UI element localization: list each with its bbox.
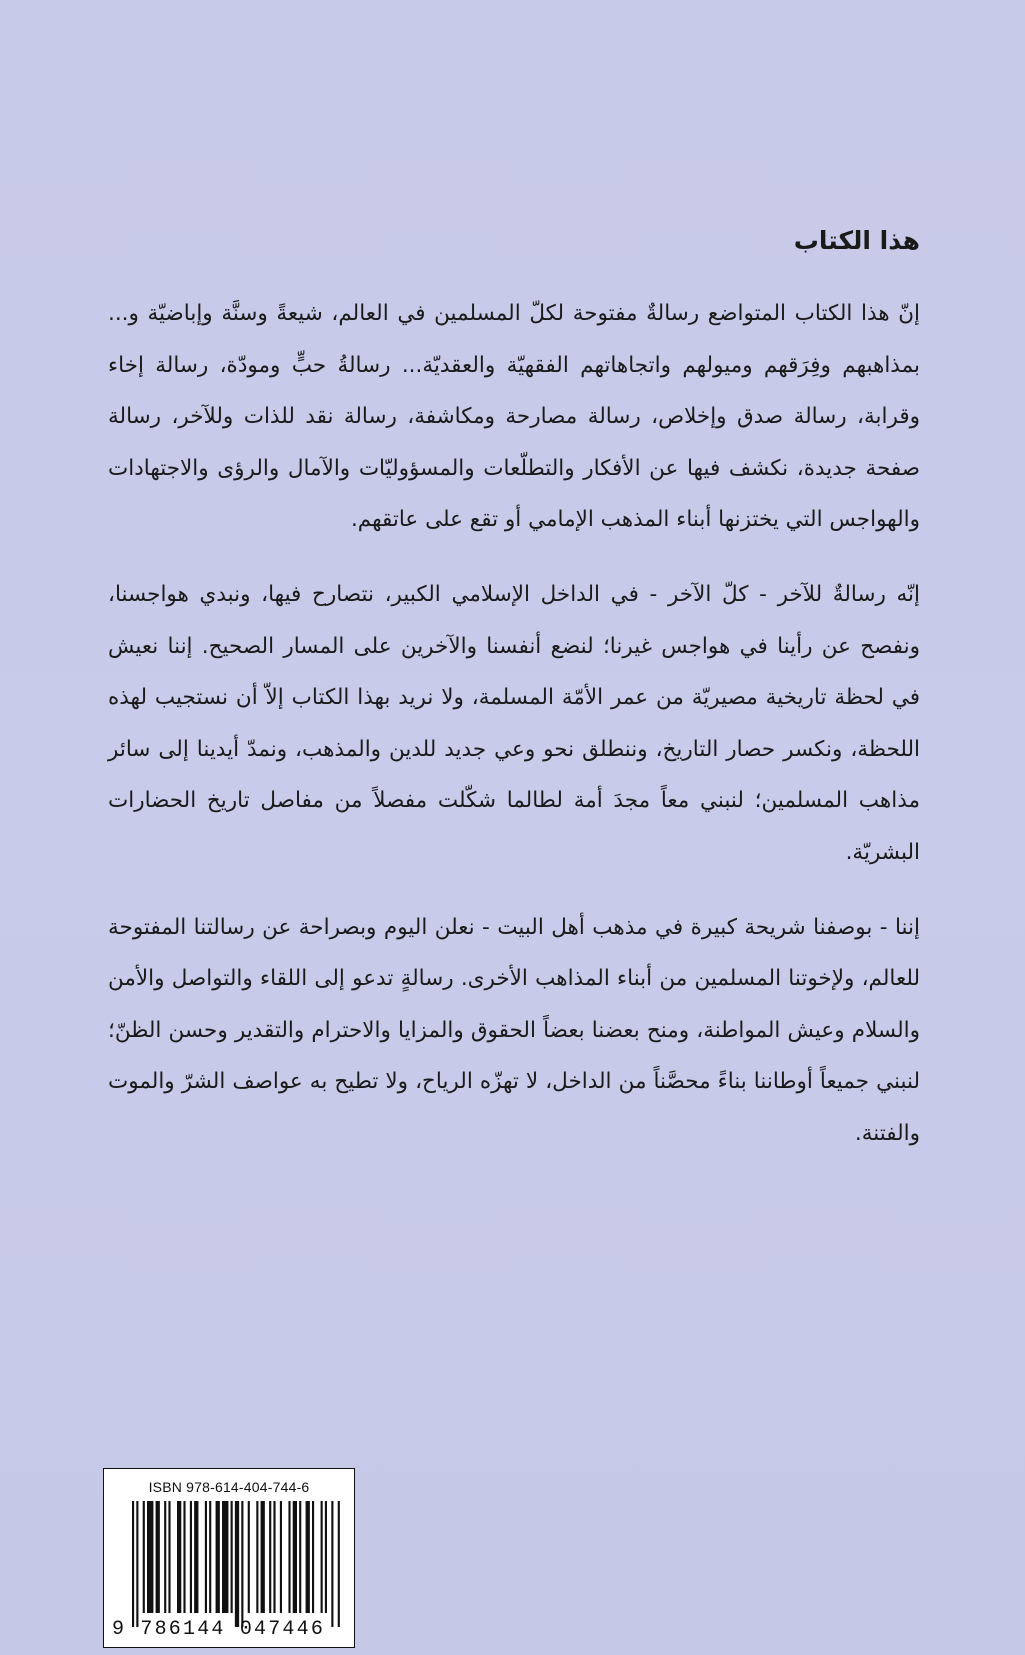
barcode-bar [147,1501,153,1613]
barcode-bar [325,1501,327,1613]
barcode-bar [136,1501,138,1627]
barcode-bar [209,1501,211,1613]
barcode-bar [132,1501,134,1627]
barcode-bar [331,1501,333,1627]
barcode-bar [194,1501,198,1613]
isbn-label: ISBN 978-614-404-744-6 [148,1479,310,1495]
blurb-heading: هذا الكتاب [793,226,920,255]
barcode-bar [248,1501,250,1613]
barcode-bar [293,1501,297,1613]
blurb-paragraph-1: إنّ هذا الكتاب المتواضع رسالةٌ مفتوحة لكلّ المسلمين في العالم، شيعةً وسنَّة وإباضيّة و... بمذاهبهم وفِرَقهم وميولهم واتجاهاتهم الفقهيّة والعقديّة... رسالةُ حبٍّ ومودّة، رسالة إخاء وقرابة، رسالة صدق وإخلاص، رسالة مصارحة ومكاشفة، رسالة نقد للذات وللآخر، رسالة صفحة جديدة، نكشف فيها عن الأفكار والتطلّعات والمسؤوليّات والآمال والرؤى والاجتهادات والهواجس التي يختزنها أبناء المذهب الإمامي أو تقع على عاتقهم. [108,301,920,533]
barcode-bar [256,1501,258,1613]
barcode-bar [269,1501,271,1613]
barcode-bar [235,1501,239,1627]
barcode-bar [231,1501,233,1613]
blurb-paragraph-2: إنّه رسالةٌ للآخر - كلّ الآخر - في الداخل الإسلامي الكبير، نتصارح فيها، ونبدي هواجسنا، ونفصح عن رأينا في هواجس غيرنا؛ لنضع أنفسنا والآخرين على المسار الصحيح. إننا نعيش في لحظة تاريخية مصيريّة من عمر الأمّة المسلمة، ولا نريد بهذا الكتاب إلاّ أن نستجيب لهذه اللحظة، ونكسر حصار التاريخ، وننطلق نحو وعي جديد للدين والمذهب، ونمدّ أيدينا إلى سائر مذاهب المسلمين؛ لنبني معاً مجدَ أمة لطالما شكّلت مفصلاً من مفاصل تاريخ الحضارات البشريّة. [108,581,920,865]
blurb-text-block [108,222,920,1183]
barcode-bar [164,1501,166,1613]
barcode-bars-graphic [132,1501,342,1627]
barcode-bar [261,1501,265,1613]
barcode-bar [168,1501,170,1613]
isbn-barcode [103,1468,355,1648]
blurb-paragraph-3: إننا - بوصفنا شريحة كبيرة في مذهب أهل البيت - نعلن اليوم وبصراحة عن رسالتنا المفتوحة للعالم، ولإخوتنا المسلمين من أبناء المذاهب الأخرى. رسالةٍ تدعو إلى اللقاء والتواصل والأمن والسلام وعيش المواطنة، ومنح بعضنا بعضاً الحقوق والمزايا والاحترام والتقدير وحسن الظنّ؛ لنبني جميعاً أوطاننا بناءً محصَّناً من الداخل، لا تهزّه الرياح، ولا تطيح به عواصف الشرّ والموت والفتنة. [108,914,920,1146]
barcode-bar [312,1501,314,1613]
barcode-bar [205,1501,207,1613]
barcode-bar [222,1501,228,1613]
barcode-bar [183,1501,185,1613]
barcode-bar [280,1501,282,1613]
barcode-bar [241,1501,243,1627]
barcode-bar [306,1501,310,1613]
barcode-bar [288,1501,290,1613]
barcode-digits: 9 786144 047446 [112,1618,326,1641]
barcode-bar [216,1501,220,1613]
barcode-bar [338,1501,340,1627]
barcode-bar [190,1501,192,1613]
barcode-bar [321,1501,323,1613]
barcode-bar [177,1501,181,1613]
barcode-bar [143,1501,145,1613]
barcode-bar [156,1501,160,1613]
barcode-bar [299,1501,301,1613]
barcode-bar [273,1501,275,1613]
